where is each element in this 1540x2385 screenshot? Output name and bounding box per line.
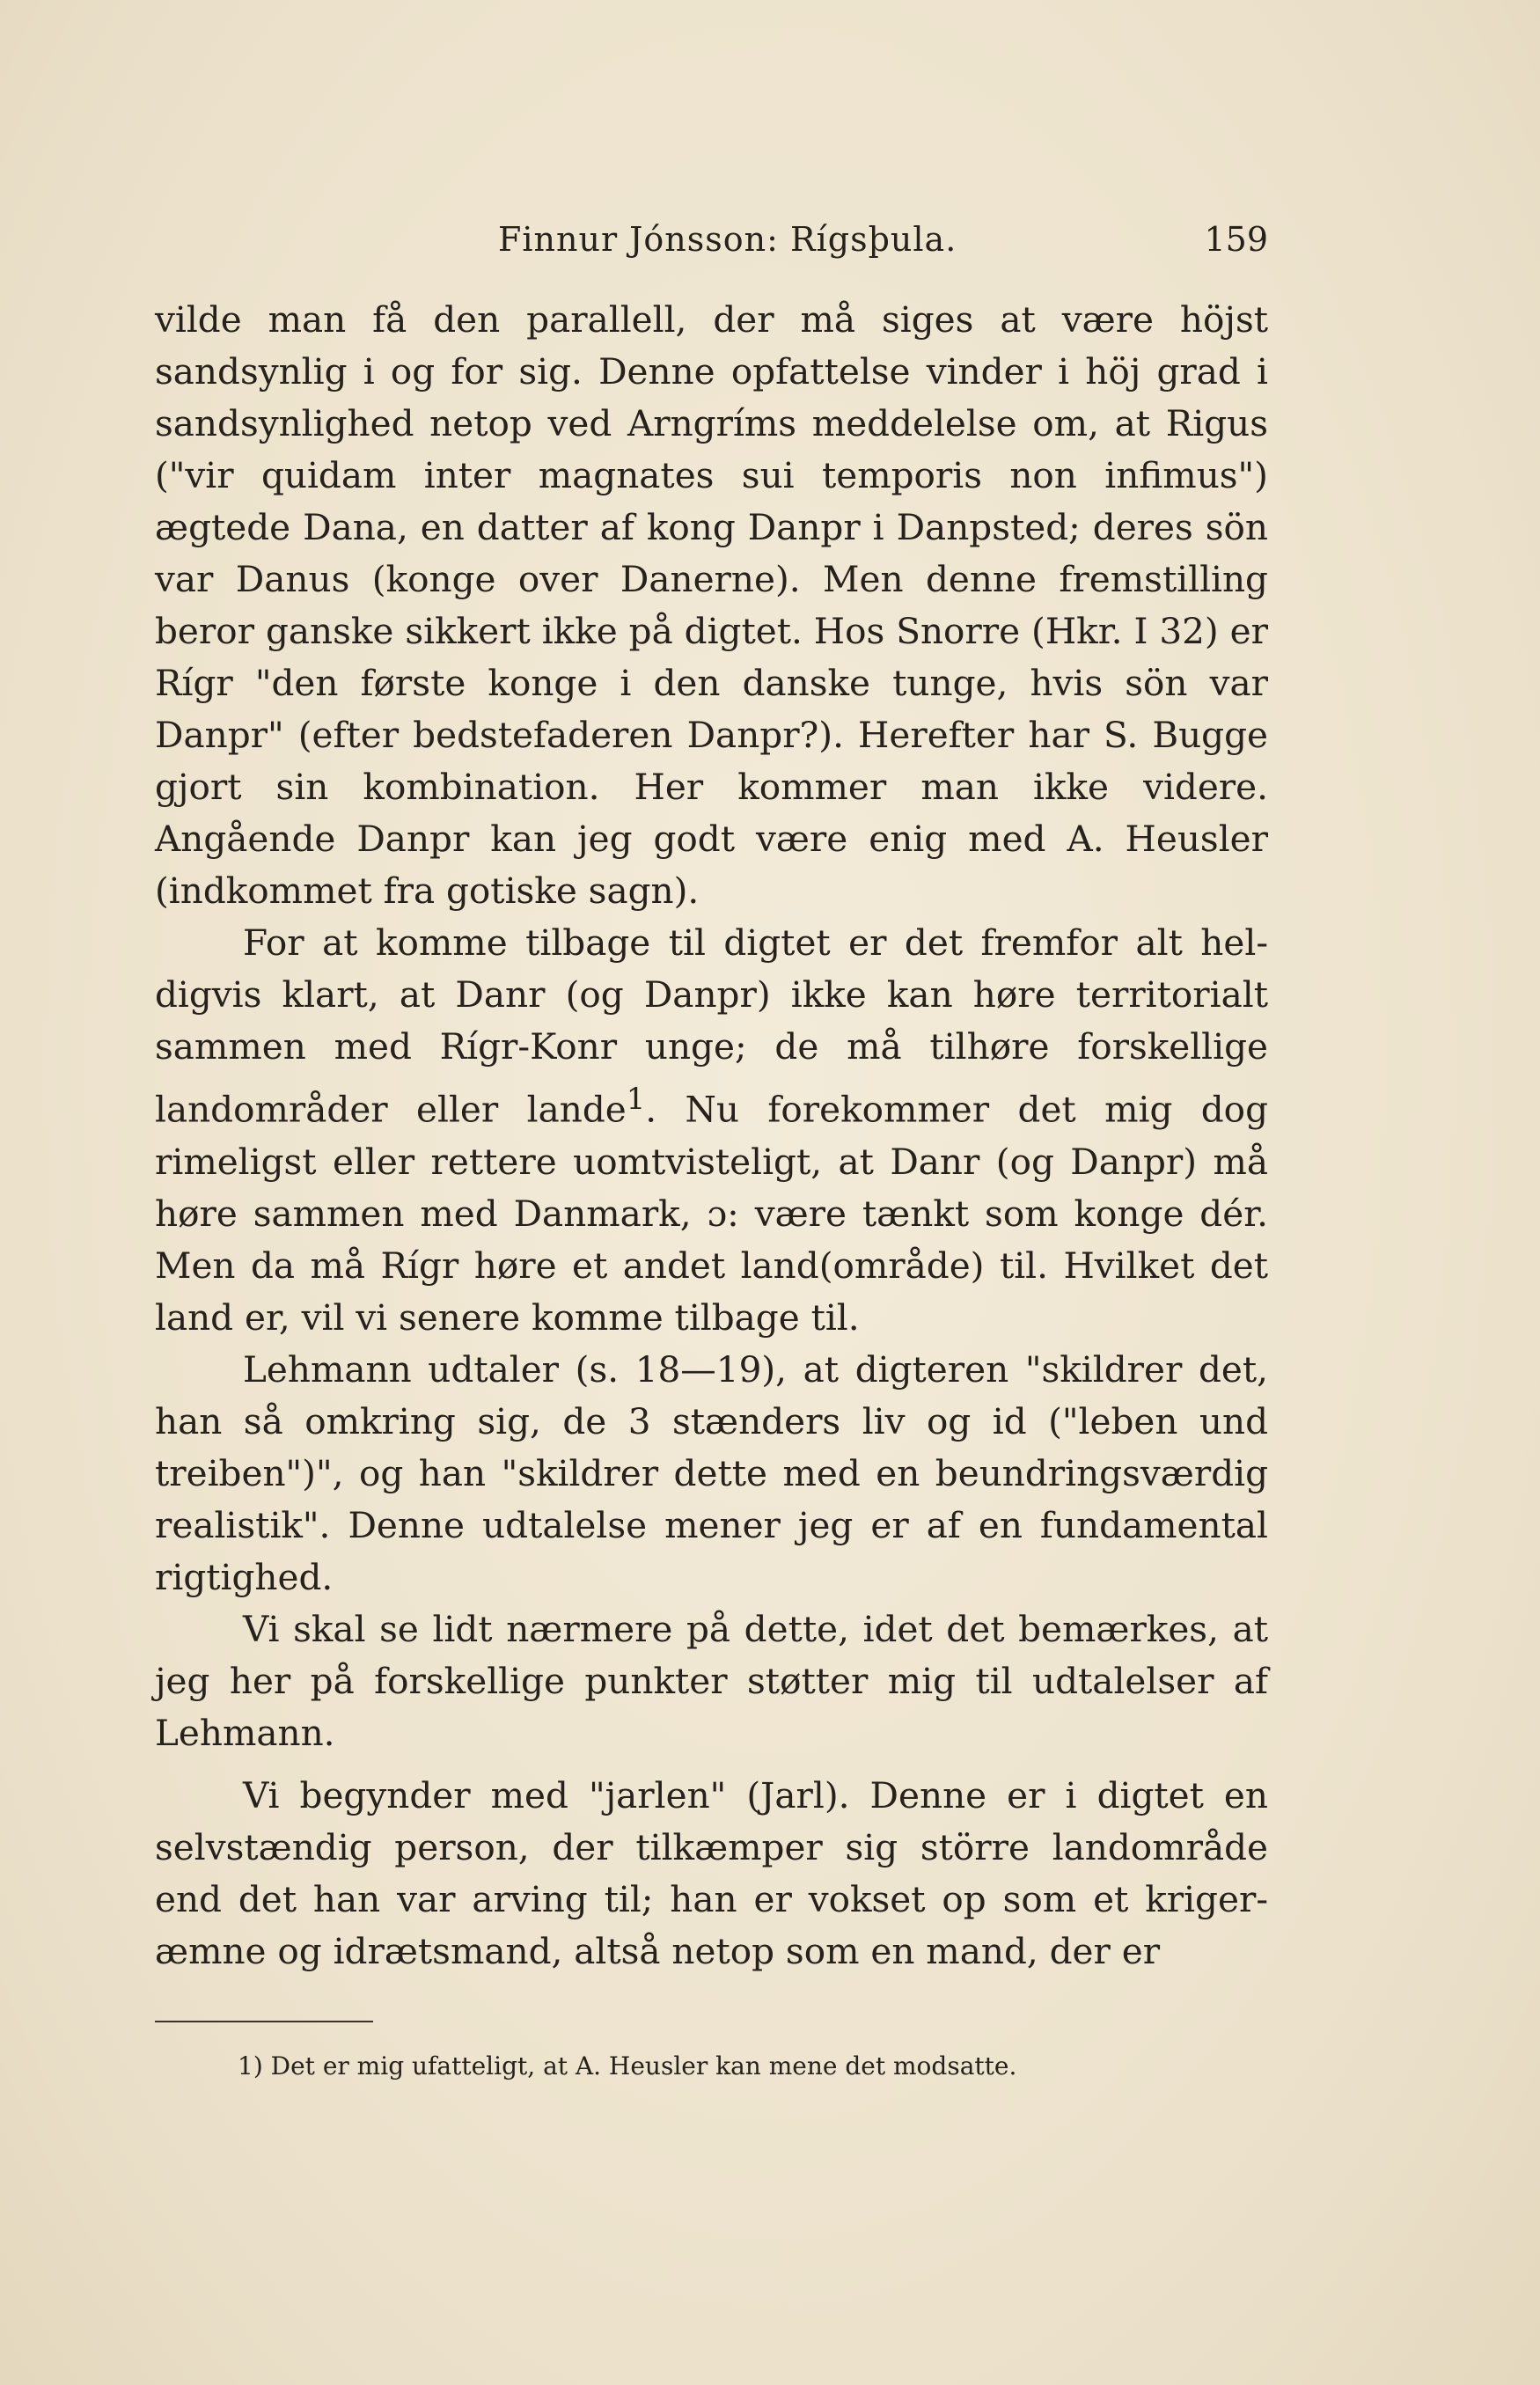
- body-text: [155, 294, 1268, 1978]
- page-number: 159: [1204, 220, 1268, 259]
- paragraph-4: Vi skal se lidt nærmere på dette, idet det bemærkes, at jeg her på forskellige punkter støtter mig til udtalelser af Lehmann.: [155, 1607, 1268, 1754]
- paragraph-2-text-before: For at komme tilbage til digtet er det fremfor alt heldigvis klart, at Danr (og Danpr) ikke kan høre territorialt sammen med Rígr-Konr unge; de må tilhøre forskellige landområder eller lande: [155, 921, 1268, 1131]
- footnote: [238, 2051, 1267, 2082]
- footnote-marker: 1): [238, 2051, 263, 2080]
- page-header: [155, 220, 1268, 273]
- footnote-reference: 1: [626, 1082, 646, 1116]
- footnote-divider: [155, 2021, 373, 2022]
- paragraph-3: Lehmann udtaler (s. 18—19), at digteren "skildrer det, han så omkring sig, de 3 stænders liv og id ("leben und treiben")", og han "skildrer dette med en beundringsværdig realistik". Denne udtalelse mener jeg er af en fundamental rigtighed.: [155, 1347, 1268, 1598]
- paragraph-1: vilde man få den parallell, der må siges at være höjst sandsynlig i og for sig. Denne opfattelse vinder i höj grad i sandsynlighed netop ved Arngríms meddelelse om, at Rigus ("vir quidam inter magnates sui temporis non infimus") ægtede Dana, en datter af kong Danpr i Danpsted; deres sön var Danus (konge over Danerne). Men denne fremstilling beror ganske sikkert ikke på digtet. Hos Snorre (Hkr. I 32) er Rígr "den første konge i den danske tunge, hvis sön var Danpr" (efter bedstefaderen Danpr?). Herefter har S. Bugge gjort sin kombination. Her kommer man ikke videre. Angående Danpr kan jeg godt være enig med A. Heusler (indkommet fra gotiske sagn).: [155, 298, 1268, 912]
- paragraph-2-text-after: . Nu forekommer det mig dog rimeligst eller rettere uomtvisteligt, at Danr (og Danpr) må høre sammen med Danmark, ɔ: være tænkt som konge dér. Men da må Rígr høre et andet land(område) til. Hvilket det land er, vil vi senere komme tilbage til.: [155, 1088, 1268, 1339]
- running-title: Finnur Jónsson: Rígsþula.: [498, 220, 957, 259]
- paragraph-5: Vi begynder med "jarlen" (Jarl). Denne er i digtet en selvstændig person, der tilkæmper sig större landområde end det han var arving til; han er vokset op som et krigeræmne og idrætsmand, altså netop som en mand, der er: [155, 1773, 1268, 1972]
- footnote-text: Det er mig ufatteligt, at A. Heusler kan mene det modsatte.: [270, 2051, 1017, 2080]
- paragraph-2: [155, 917, 1268, 1344]
